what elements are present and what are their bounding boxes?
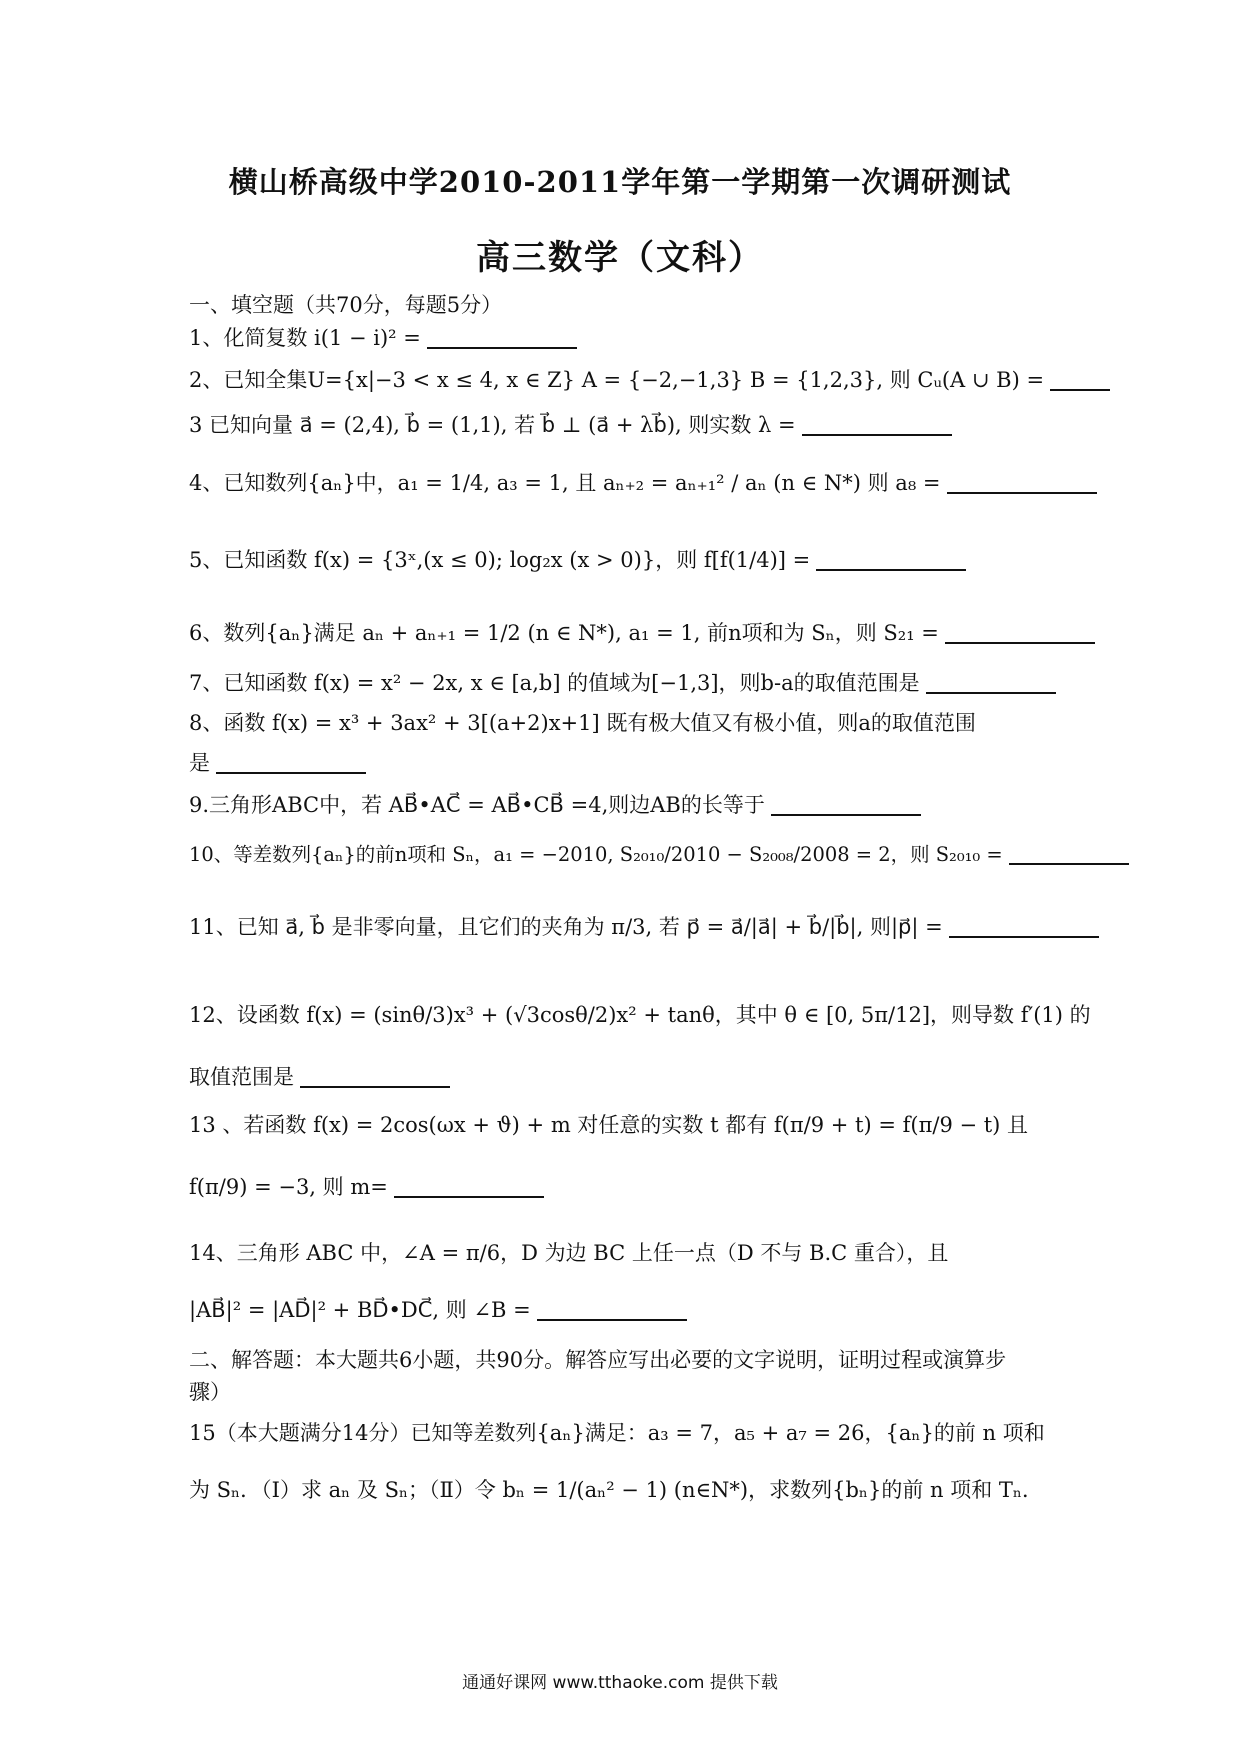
question-line	[189, 1110, 1059, 1140]
question-text: 9.三角形ABC中，若 AB⃗•AC⃗ = AB⃗•CB⃗ =4,则边AB的长等于	[189, 793, 765, 817]
document-title: 横山桥高级中学2010-2011学年第一学期第一次调研测试	[228, 165, 1012, 199]
answer-blank[interactable]	[300, 1066, 450, 1088]
question-line	[189, 708, 1059, 738]
question-line	[189, 365, 1059, 395]
question-line	[189, 1062, 1059, 1092]
question-line	[189, 1238, 1059, 1268]
question-line	[189, 668, 1059, 698]
question-text: 为 Sₙ．（Ⅰ）求 aₙ 及 Sₙ；（Ⅱ）令 bₙ = 1/(aₙ² − 1) (n∈N*)，求数列{bₙ}的前 n 项和 Tₙ．	[189, 1478, 1044, 1502]
answer-blank[interactable]	[537, 1299, 687, 1321]
question-line	[189, 840, 1059, 870]
question-line	[189, 618, 1059, 648]
question-line	[189, 323, 1059, 353]
question-line	[189, 1172, 1059, 1202]
question-text: 12、设函数 f(x) = (sinθ/3)x³ + (√3cosθ/2)x² + tanθ，其中 θ ∈ [0, 5π/12]，则导数 f′(1) 的	[189, 1003, 1091, 1027]
question-line	[189, 545, 1059, 575]
question-text: 11、已知 a⃗, b⃗ 是非零向量，且它们的夹角为 π/3, 若 p⃗ = a⃗/|a⃗| + b⃗/|b⃗|, 则|p⃗| =	[189, 915, 943, 939]
question-text: 取值范围是	[189, 1065, 294, 1089]
question-text: 3 已知向量 a⃗ = (2,4), b⃗ = (1,1), 若 b⃗ ⊥ (a⃗ + λb⃗), 则实数 λ =	[189, 413, 796, 437]
question-line	[189, 912, 1059, 942]
answer-blank[interactable]	[945, 622, 1095, 644]
answer-blank[interactable]	[427, 327, 577, 349]
question-line	[189, 1377, 1059, 1407]
question-line	[189, 1345, 1059, 1375]
question-text: 二、解答题：本大题共6小题，共90分。解答应写出必要的文字说明，证明过程或演算步	[189, 1348, 1007, 1372]
question-text: 8、函数 f(x) = x³ + 3ax² + 3[(a+2)x+1] 既有极大值又有极小值，则a的取值范围	[189, 711, 976, 735]
question-text: 5、已知函数 f(x) = {3ˣ,(x ≤ 0); log₂x (x > 0)}，则 f[f(1/4)] =	[189, 548, 811, 572]
answer-blank[interactable]	[949, 916, 1099, 938]
question-text: 一、填空题（共70分，每题5分）	[189, 293, 503, 317]
question-text: 是	[189, 751, 210, 775]
question-text: 14、三角形 ABC 中，∠A = π/6，D 为边 BC 上任一点（D 不与 B.C 重合），且	[189, 1241, 949, 1265]
question-line	[189, 1000, 1091, 1030]
question-text: 骤）	[189, 1380, 231, 1404]
answer-blank[interactable]	[1009, 843, 1129, 865]
question-line	[189, 1475, 1059, 1505]
answer-blank[interactable]	[394, 1176, 544, 1198]
question-line	[189, 290, 1059, 320]
question-text: f(π/9) = −3, 则 m=	[189, 1175, 388, 1199]
question-text: 15（本大题满分14分）已知等差数列{aₙ}满足：a₃ = 7，a₅ + a₇ = 26，{aₙ}的前 n 项和	[189, 1421, 1045, 1445]
question-text: 10、等差数列{aₙ}的前n项和 Sₙ，a₁ = −2010, S₂₀₁₀/2010 − S₂₀₀₈/2008 = 2，则 S₂₀₁₀ =	[189, 843, 1003, 866]
question-text: 6、数列{aₙ}满足 aₙ + aₙ₊₁ = 1/2 (n ∈ N*), a₁ = 1, 前n项和为 Sₙ，则 S₂₁ =	[189, 621, 939, 645]
question-line	[189, 1418, 1059, 1448]
question-line	[189, 790, 1059, 820]
answer-blank[interactable]	[1050, 369, 1110, 391]
answer-blank[interactable]	[216, 752, 366, 774]
question-text: |AB⃗|² = |AD⃗|² + BD⃗•DC⃗, 则 ∠B =	[189, 1298, 531, 1322]
question-text: 2、已知全集U={x|−3 < x ≤ 4, x ∈ Z} A = {−2,−1,3} B = {1,2,3}, 则 Cᵤ(A ∪ B) =	[189, 368, 1045, 392]
question-text: 13 、若函数 f(x) = 2cos(ωx + ϑ) + m 对任意的实数 t 都有 f(π/9 + t) = f(π/9 − t) 且	[189, 1113, 1029, 1137]
document-subtitle: 高三数学（文科）	[476, 238, 764, 278]
question-line	[189, 748, 1059, 778]
answer-blank[interactable]	[802, 414, 952, 436]
question-text: 7、已知函数 f(x) = x² − 2x, x ∈ [a,b] 的值域为[−1,3]，则b-a的取值范围是	[189, 671, 920, 695]
answer-blank[interactable]	[947, 472, 1097, 494]
footer-credit: 通通好课网 www.tthaoke.com 提供下载	[462, 1673, 778, 1693]
question-text: 1、化简复数 i(1 − i)² =	[189, 326, 421, 350]
question-line	[189, 468, 1059, 498]
question-line	[189, 410, 1059, 440]
question-line	[189, 1295, 1059, 1325]
answer-blank[interactable]	[926, 672, 1056, 694]
question-text: 4、已知数列{aₙ}中，a₁ = 1/4, a₃ = 1, 且 aₙ₊₂ = aₙ₊₁² / aₙ (n ∈ N*) 则 a₈ =	[189, 471, 941, 495]
answer-blank[interactable]	[816, 549, 966, 571]
answer-blank[interactable]	[771, 794, 921, 816]
